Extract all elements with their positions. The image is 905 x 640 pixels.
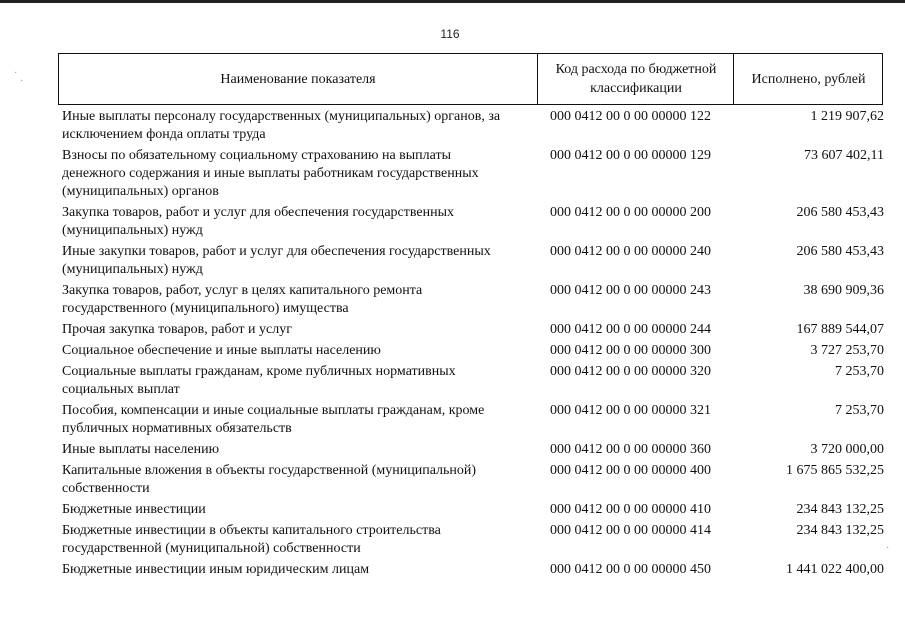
- row-amount: 1 675 865 532,25: [786, 463, 884, 478]
- table-row: [62, 243, 884, 282]
- row-code: 000 0412 00 0 00 00000 410: [550, 502, 711, 517]
- row-name: Закупка товаров, работ и услуг для обеспечения государственных (муниципальных) нужд: [62, 205, 455, 238]
- row-name: Иные закупки товаров, работ и услуг для обеспечения государственных (муниципальных) нужд: [62, 244, 491, 277]
- row-code: 000 0412 00 0 00 00000 244: [550, 322, 711, 337]
- scan-artifact: ·: [20, 76, 24, 87]
- header-name: Наименование показателя: [220, 71, 376, 87]
- row-amount: 1 441 022 400,00: [786, 562, 884, 577]
- row-amount: 1 219 907,62: [810, 109, 884, 124]
- table-row: [62, 282, 884, 321]
- row-name: Социальное обеспечение и иные выплаты населению: [62, 343, 381, 358]
- table-body: [62, 108, 884, 582]
- row-name: Закупка товаров, работ, услуг в целях капитального ремонта государственного (муниципального) имущества: [62, 283, 423, 316]
- row-code: 000 0412 00 0 00 00000 321: [550, 403, 711, 418]
- table-row: [62, 522, 884, 561]
- row-code: 000 0412 00 0 00 00000 200: [550, 205, 711, 220]
- row-name: Бюджетные инвестиции иным юридическим лицам: [62, 562, 370, 577]
- row-code: 000 0412 00 0 00 00000 122: [550, 109, 711, 124]
- row-name: Иные выплаты населению: [62, 442, 220, 457]
- row-name: Иные выплаты персоналу государственных (муниципальных) органов, за исключением фонда оплаты труда: [62, 109, 501, 142]
- row-name: Бюджетные инвестиции: [62, 502, 206, 517]
- page-top-border: [0, 0, 905, 3]
- row-amount: 234 843 132,25: [796, 523, 884, 538]
- row-code: 000 0412 00 0 00 00000 360: [550, 442, 711, 457]
- row-name: Бюджетные инвестиции в объекты капитального строительства государственной (муниципальной) собственности: [62, 523, 441, 556]
- row-amount: 38 690 909,36: [803, 283, 884, 298]
- row-amount: 234 843 132,25: [796, 502, 884, 517]
- table-row: [62, 501, 884, 522]
- row-code: 000 0412 00 0 00 00000 243: [550, 283, 711, 298]
- row-code: 000 0412 00 0 00 00000 320: [550, 364, 711, 379]
- row-amount: 167 889 544,07: [796, 322, 884, 337]
- row-amount: 206 580 453,43: [796, 205, 884, 220]
- row-amount: 206 580 453,43: [796, 244, 884, 259]
- row-amount: 3 720 000,00: [810, 442, 884, 457]
- table-row: [62, 462, 884, 501]
- row-code: 000 0412 00 0 00 00000 414: [550, 523, 711, 538]
- table-row: [62, 561, 884, 582]
- row-name: Пособия, компенсации и иные социальные выплаты гражданам, кроме публичных нормативных обязательств: [62, 403, 485, 436]
- row-code: 000 0412 00 0 00 00000 129: [550, 148, 711, 163]
- table-row: [62, 147, 884, 204]
- row-name: Социальные выплаты гражданам, кроме публичных нормативных социальных выплат: [62, 364, 456, 397]
- row-amount: 7 253,70: [835, 403, 884, 418]
- table-row: [62, 441, 884, 462]
- row-amount: 3 727 253,70: [810, 343, 884, 358]
- page-number: 116: [440, 27, 460, 41]
- row-name: Капитальные вложения в объекты государственной (муниципальной) собственности: [62, 463, 477, 496]
- row-name: Взносы по обязательному социальному страхованию на выплаты денежного содержания и иные выплаты работникам государственных (муниципальных) органов: [62, 148, 479, 199]
- row-name: Прочая закупка товаров, работ и услуг: [62, 322, 292, 337]
- scan-artifact: ·: [886, 543, 890, 554]
- table-row: [62, 108, 884, 147]
- table-header: [58, 53, 883, 105]
- header-amount: Исполнено, рублей: [733, 54, 883, 104]
- row-code: 000 0412 00 0 00 00000 400: [550, 463, 711, 478]
- row-code: 000 0412 00 0 00 00000 240: [550, 244, 711, 259]
- table-row: [62, 402, 884, 441]
- table-row: [62, 363, 884, 402]
- table-row: [62, 204, 884, 243]
- row-code: 000 0412 00 0 00 00000 450: [550, 562, 711, 577]
- header-code: Код расхода по бюджетной классификации: [537, 54, 734, 104]
- row-amount: 7 253,70: [835, 364, 884, 379]
- scan-artifact: ·: [14, 68, 18, 79]
- table-row: [62, 342, 884, 363]
- table-row: [62, 321, 884, 342]
- row-amount: 73 607 402,11: [804, 148, 884, 163]
- row-code: 000 0412 00 0 00 00000 300: [550, 343, 711, 358]
